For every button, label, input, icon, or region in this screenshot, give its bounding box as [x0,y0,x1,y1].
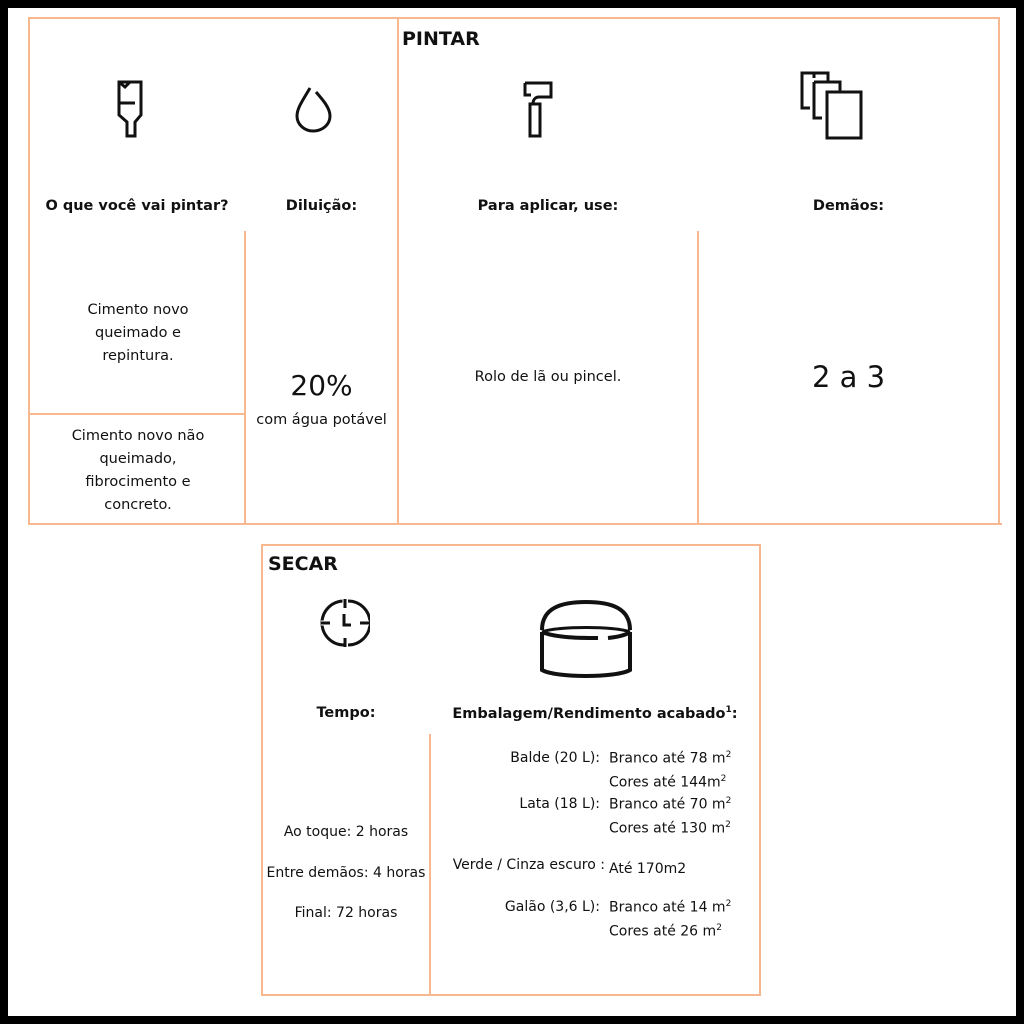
packaging-row-value: Cores até $144m^2$ [609,774,727,791]
pintar-border-left [28,17,30,525]
secar-border-top [261,544,761,546]
packaging-row-value: Até 170m2 [609,861,687,877]
pintar-border-right [998,17,1000,525]
packaging-row-value: Branco até 14 $m^2$ [609,899,732,916]
surface-option-2: Cimento novo não queimado, fibrocimento e concreto. [71,428,205,513]
time-label: Tempo: [316,705,376,721]
coats-label: Demãos: [812,198,885,214]
secar-border-left [261,544,263,996]
time-item-2: Entre demãos: 4 horas [266,865,426,881]
pintar-title: PINTAR [402,28,480,50]
packaging-label [431,705,759,722]
pintar-border-top [28,17,1000,19]
packaging-label-suffix: : [731,705,738,722]
dilution-value: 20% [290,369,353,402]
clock-icon [320,598,370,648]
secar-title: SECAR [268,553,338,575]
packaging-row-value: Branco até 70 $m^2$ [609,796,732,813]
surface-option-1: Cimento novo queimado e repintura. [87,302,189,364]
paintbrush-icon [116,79,146,139]
packaging-row-key: Balde (20 L): [510,750,600,766]
stacked-layers-icon [798,70,868,142]
pintar-divider-middle [397,17,399,525]
paint-bucket-icon [536,598,636,683]
surface-label: O que você vai pintar? [45,198,229,214]
time-item-3: Final: 72 horas [294,905,398,921]
pintar-border-bottom [28,523,1002,525]
packaging-label-text: Embalagem/Rendimento acabado [452,705,726,722]
packaging-footnote-mark: 1 [725,705,732,715]
pintar-divider-surface-row [28,413,246,415]
paint-roller-icon [521,80,561,140]
apply-value: Rolo de lã ou pincel. [474,369,622,385]
dilution-label: Diluição: [285,198,358,214]
secar-border-bottom [261,994,761,996]
coats-value: 2 a 3 [811,360,886,394]
packaging-row-key: Galão (3,6 L): [504,899,600,915]
secar-border-right [759,544,761,996]
water-drop-icon [293,84,335,134]
packaging-row-key: Verde / Cinza escuro : [452,857,605,873]
packaging-row-key: Lata (18 L): [519,796,600,812]
packaging-row-value: Cores até 130 $m^2$ [609,820,731,837]
apply-label: Para aplicar, use: [477,198,619,214]
packaging-row-value: Cores até 26 $m^2$ [609,923,722,940]
dilution-note: com água potável [256,412,387,428]
page [8,8,1016,1016]
packaging-row-value: Branco até 78 $m^2$ [609,750,732,767]
time-item-1: Ao toque: 2 horas [283,824,409,840]
